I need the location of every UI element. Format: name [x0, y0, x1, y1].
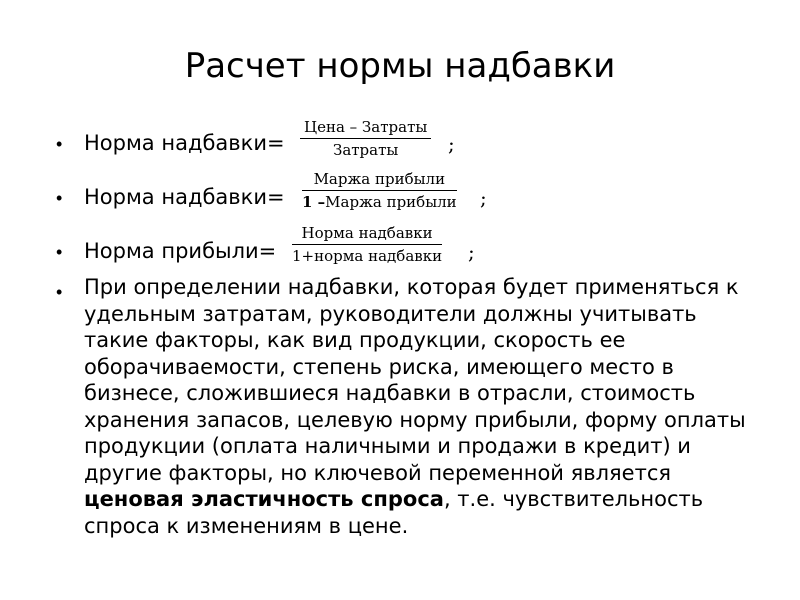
- formula-suffix: ;: [468, 240, 475, 264]
- paragraph-text-after: , т.е. чувствительность спроса к изменениям в цене.: [84, 487, 704, 538]
- fraction-denominator: 1+норма надбавки: [292, 247, 443, 265]
- formula-item-profit: [0, 220, 800, 280]
- formula-item-markup: [0, 112, 800, 172]
- slide-title: Расчет нормы надбавки: [184, 46, 616, 86]
- formula-suffix: ;: [480, 186, 487, 210]
- formula-suffix: ;: [448, 132, 455, 156]
- bullet-icon: •: [56, 282, 63, 302]
- fraction-denominator-text: Маржа прибыли: [325, 193, 457, 211]
- fraction-denominator-bold: 1 –: [302, 193, 326, 211]
- fraction-denominator: [302, 191, 457, 211]
- formula-label: Норма прибыли=: [84, 239, 277, 263]
- fraction: [302, 170, 457, 211]
- fraction: [300, 118, 431, 159]
- formula-label: Норма надбавки=: [84, 131, 285, 155]
- bullet-icon: •: [56, 242, 63, 262]
- paragraph-text: [84, 274, 754, 539]
- fraction-numerator: Цена – Затраты: [300, 118, 431, 139]
- fraction: [292, 224, 442, 265]
- paragraph-text-bold: ценовая эластичность спроса: [84, 487, 444, 511]
- formula-item-margin: [0, 166, 800, 226]
- fraction-denominator: Затраты: [332, 141, 399, 159]
- formula-label: Норма надбавки=: [84, 185, 285, 209]
- bullet-icon: •: [56, 134, 63, 154]
- paragraph-text-before: При определении надбавки, которая будет применяться к удельным затратам, руководители должны учитывать такие факторы, как вид продукции, скорость ее оборачиваемости, степень риска, имеющего место в бизнесе, сложившиеся надбавки в отрасли, стоимость хранения запасов, целевую норму прибыли, форму оплаты продукции (оплата наличными и продажи в кредит) и другие факторы, но ключевой переменной является: [84, 275, 746, 485]
- fraction-numerator: Норма надбавки: [292, 224, 442, 245]
- bullet-icon: •: [56, 188, 63, 208]
- fraction-numerator: Маржа прибыли: [302, 170, 457, 191]
